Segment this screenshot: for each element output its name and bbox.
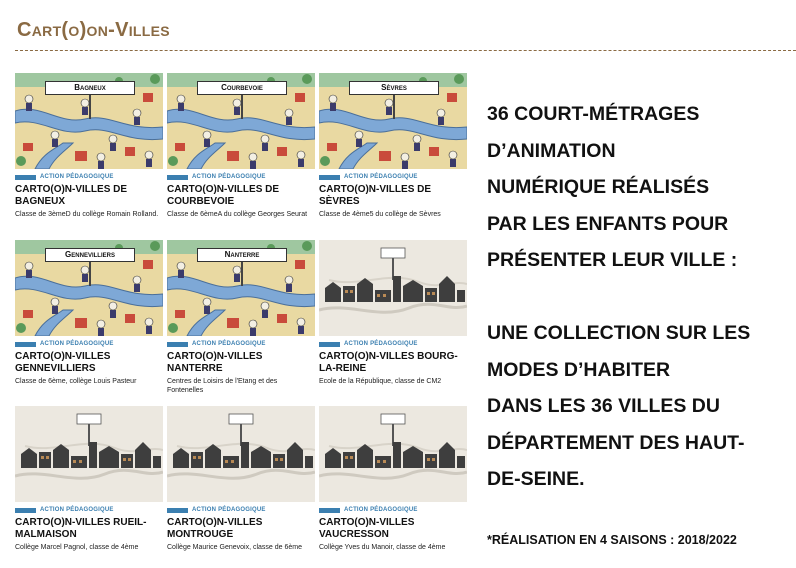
film-credit: Classe de 3èmeD du collège Romain Rolland. — [15, 211, 159, 218]
film-thumbnail[interactable] — [167, 73, 315, 169]
film-credit: Collège Yves du Manoir, classe de 4ème — [319, 544, 446, 551]
tag-bar — [15, 342, 36, 347]
film-title[interactable]: CARTO(O)N-VILLES VAUCRESSON — [319, 517, 415, 540]
tag-label: ACTION PÉDAGOGIQUE — [192, 174, 266, 180]
description-line: 36 COURT-MÉTRAGES — [487, 103, 700, 125]
sign-pole — [241, 260, 243, 286]
category-tag — [167, 173, 315, 181]
description-block — [487, 96, 787, 498]
film-thumbnail[interactable] — [15, 406, 163, 502]
tag-label: ACTION PÉDAGOGIQUE — [192, 507, 266, 513]
film-title[interactable]: CARTO(O)N-VILLES DE COURBEVOIE — [167, 184, 280, 207]
category-tag — [167, 506, 315, 514]
category-tag — [15, 340, 163, 348]
film-title[interactable]: CARTO(O)N-VILLES MONTROUGE — [167, 517, 263, 540]
film-title[interactable]: CARTO(O)N-VILLES DE BAGNEUX — [15, 184, 128, 207]
paper-model-illustration — [319, 406, 467, 502]
paper-model-illustration — [15, 406, 163, 502]
film-thumbnail[interactable] — [167, 406, 315, 502]
tag-label: ACTION PÉDAGOGIQUE — [192, 341, 266, 347]
film-card[interactable] — [319, 73, 467, 219]
film-card[interactable] — [167, 406, 315, 552]
description-line: NUMÉRIQUE RÉALISÉS — [487, 176, 710, 198]
city-sign: Courbevoie — [197, 81, 287, 95]
film-thumbnail[interactable] — [15, 240, 163, 336]
sign-pole — [89, 93, 91, 119]
tag-bar — [167, 175, 188, 180]
film-thumbnail[interactable] — [319, 73, 467, 169]
tag-bar — [319, 342, 340, 347]
category-tag — [167, 340, 315, 348]
category-tag — [319, 173, 467, 181]
film-credit: Classe de 6ème, collège Louis Pasteur — [15, 378, 137, 385]
film-card[interactable] — [15, 406, 163, 552]
category-tag — [15, 506, 163, 514]
tag-bar — [167, 342, 188, 347]
film-thumbnail[interactable] — [319, 240, 467, 336]
film-card[interactable] — [319, 406, 467, 552]
paper-model-illustration — [167, 406, 315, 502]
tag-bar — [319, 175, 340, 180]
description-line: PAR LES ENFANTS POUR — [487, 212, 729, 235]
tag-label: ACTION PÉDAGOGIQUE — [344, 507, 418, 513]
tag-label: ACTION PÉDAGOGIQUE — [344, 341, 418, 347]
tag-bar — [167, 508, 188, 513]
sign-pole — [393, 93, 395, 119]
film-card[interactable] — [167, 240, 315, 395]
city-sign: Sèvres — [349, 81, 439, 95]
page-title: Cart(o)on-Villes — [17, 19, 170, 41]
tag-label: ACTION PÉDAGOGIQUE — [40, 341, 114, 347]
tag-label: ACTION PÉDAGOGIQUE — [344, 174, 418, 180]
film-title[interactable]: CARTO(O)N-VILLES DE SÈVRES — [319, 184, 432, 207]
film-title[interactable]: CARTO(O)N-VILLES BOURG-LA-REINE — [319, 351, 458, 374]
city-sign: Gennevilliers — [45, 248, 135, 262]
film-title[interactable]: CARTO(O)N-VILLES NANTERRE — [167, 351, 263, 374]
city-sign: Bagneux — [45, 81, 135, 95]
film-card[interactable] — [319, 240, 467, 386]
footnote: *RÉALISATION EN 4 SAISONS : 2018/2022 — [487, 533, 737, 547]
sign-pole — [89, 260, 91, 286]
category-tag — [319, 506, 467, 514]
tag-bar — [319, 508, 340, 513]
film-credit: Collège Maurice Genevoix, classe de 6ème — [167, 544, 303, 551]
description-line: DANS LES 36 VILLES DU — [487, 395, 720, 417]
tag-label: ACTION PÉDAGOGIQUE — [40, 174, 114, 180]
film-thumbnail[interactable] — [319, 406, 467, 502]
description-line: MODES D’HABITER — [487, 358, 671, 381]
category-tag — [15, 173, 163, 181]
description-line: DE-SEINE. — [487, 468, 585, 490]
film-thumbnail[interactable] — [15, 73, 163, 169]
city-sign: Nanterre — [197, 248, 287, 262]
film-card[interactable] — [167, 73, 315, 219]
film-card[interactable] — [15, 73, 163, 219]
description-line: UNE COLLECTION SUR LES — [487, 322, 751, 344]
paper-model-illustration — [319, 240, 467, 336]
description-line — [487, 279, 787, 316]
tag-bar — [15, 175, 36, 180]
sign-pole — [241, 93, 243, 119]
tag-bar — [15, 508, 36, 513]
category-tag — [319, 340, 467, 348]
tag-label: ACTION PÉDAGOGIQUE — [40, 507, 114, 513]
description-line: PRÉSENTER LEUR VILLE : — [487, 249, 738, 271]
description-line: D’ANIMATION — [487, 139, 616, 162]
film-title[interactable]: CARTO(O)N-VILLES RUEIL-MALMAISON — [15, 517, 147, 540]
film-credit: Classe de 6èmeA du collège Georges Seurat — [167, 211, 308, 218]
film-credit: Centres de Loisirs de l'Etang et des Fontenelles — [167, 378, 278, 394]
film-card[interactable] — [15, 240, 163, 386]
description-line: DÉPARTEMENT DES HAUT- — [487, 431, 745, 454]
film-credit: Ecole de la République, classe de CM2 — [319, 378, 442, 385]
title-divider — [15, 50, 796, 51]
film-title[interactable]: CARTO(O)N-VILLES GENNEVILLIERS — [15, 351, 111, 374]
film-credit: Classe de 4ème5 du collège de Sèvres — [319, 211, 441, 218]
film-thumbnail[interactable] — [167, 240, 315, 336]
film-credit: Collège Marcel Pagnol, classe de 4ème — [15, 544, 139, 551]
